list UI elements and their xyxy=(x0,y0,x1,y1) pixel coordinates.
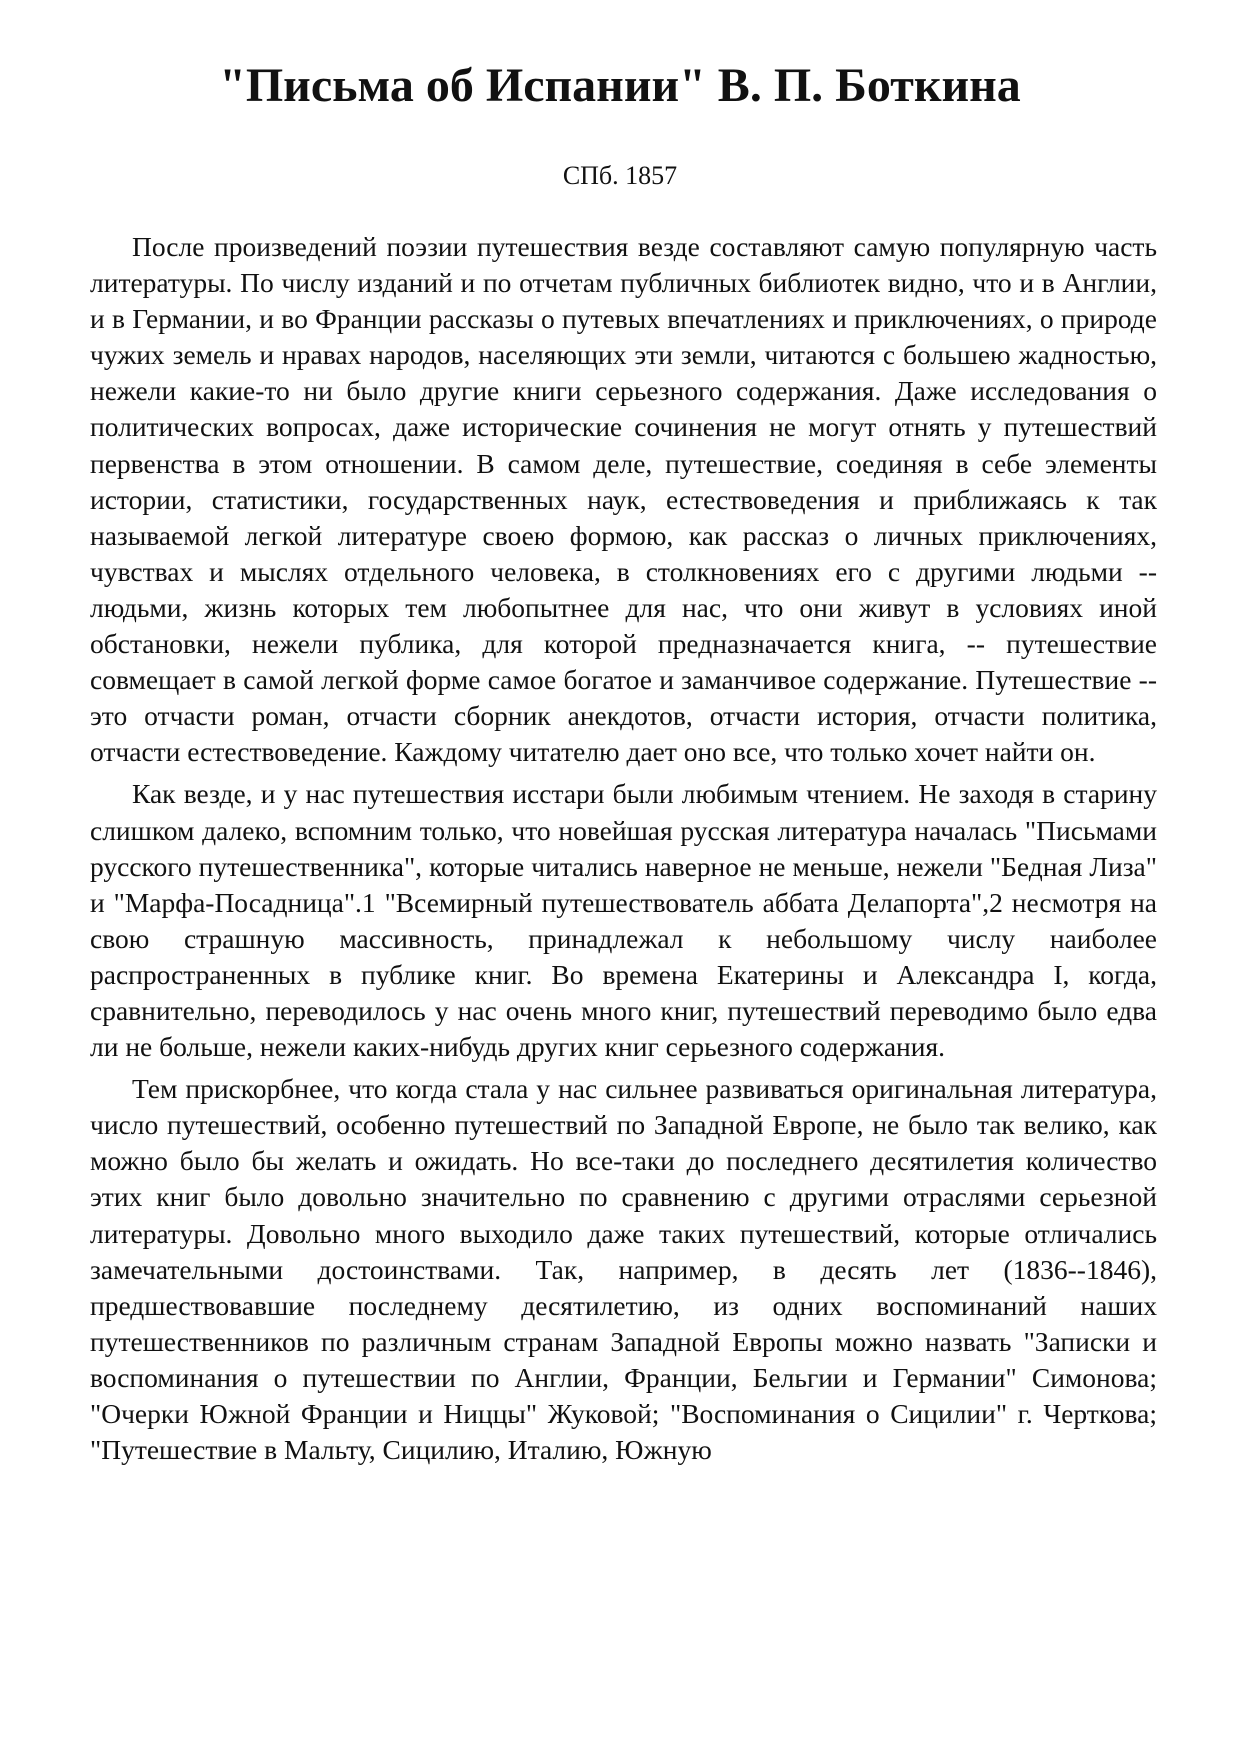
document-title: "Письма об Испании" В. П. Боткина xyxy=(219,59,1021,112)
body-text xyxy=(90,229,1157,1474)
paragraph: Тем прискорбнее, что когда стала у нас сильнее развиваться оригинальная литература, число путешествий, особенно путешествий по Западной Европе, не было так велико, как можно было бы желать и ожидать. Но все-таки до последнего десятилетия количество этих книг было довольно значительно по сравнению с другими отраслями серьезной литературы. Довольно много выходило даже таких путешествий, которые отличались замечательными достоинствами. Так, например, в десять лет (1836--1846), предшествовавшие последнему десятилетию, из одних воспоминаний наших путешественников по различным странам Западной Европы можно назвать "Записки и воспоминания о путешествии по Англии, Франции, Бельгии и Германии" Симонова; "Очерки Южной Франции и Ниццы" Жуковой; "Воспоминания о Сицилии" г. Черткова; "Путешествие в Мальту, Сицилию, Италию, Южную xyxy=(90,1073,1157,1466)
publication-info: СПб. 1857 xyxy=(562,161,678,190)
paragraph: Как везде, и у нас путешествия исстари были любимым чтением. Не заходя в старину слишком далеко, вспомним только, что новейшая русская литература началась "Письмами русского путешественника", которые читались наверное не меньше, нежели "Бедная Лиза" и "Марфа-Посадница".1 "Всемирный путешествователь аббата Делапорта",2 несмотря на свою страшную массивность, принадлежал к небольшому числу наиболее распространенных в публике книг. Во времена Екатерины и Александра I, когда, сравнительно, переводилось у нас очень много книг, путешествий переводимо было едва ли не больше, нежели каких-нибудь других книг серьезного содержания. xyxy=(90,778,1157,1063)
paragraph: После произведений поэзии путешествия везде составляют самую популярную часть литературы. По числу изданий и по отчетам публичных библиотек видно, что и в Англии, и в Германии, и во Франции рассказы о путевых впечатлениях и приключениях, о природе чужих земель и нравах народов, населяющих эти земли, читаются с большею жадностью, нежели какие-то ни было другие книги серьезного содержания. Даже исследования о политических вопросах, даже исторические сочинения не могут отнять у путешествий первенства в этом отношении. В самом деле, путешествие, соединяя в себе элементы истории, статистики, государственных наук, естествоведения и приближаясь к так называемой легкой литературе своею формою, как рассказ о личных приключениях, чувствах и мыслях отдельного человека, в столкновениях его с другими людьми -- людьми, жизнь которых тем любопытнее для нас, что они живут в условиях иной обстановки, нежели публика, для которой предназначается книга, -- путешествие совмещает в самой легкой форме самое богатое и заманчивое содержание. Путешествие -- это отчасти роман, отчасти сборник анекдотов, отчасти история, отчасти политика, отчасти естествоведение. Каждому читателю дает оно все, что только хочет найти он. xyxy=(90,231,1157,768)
